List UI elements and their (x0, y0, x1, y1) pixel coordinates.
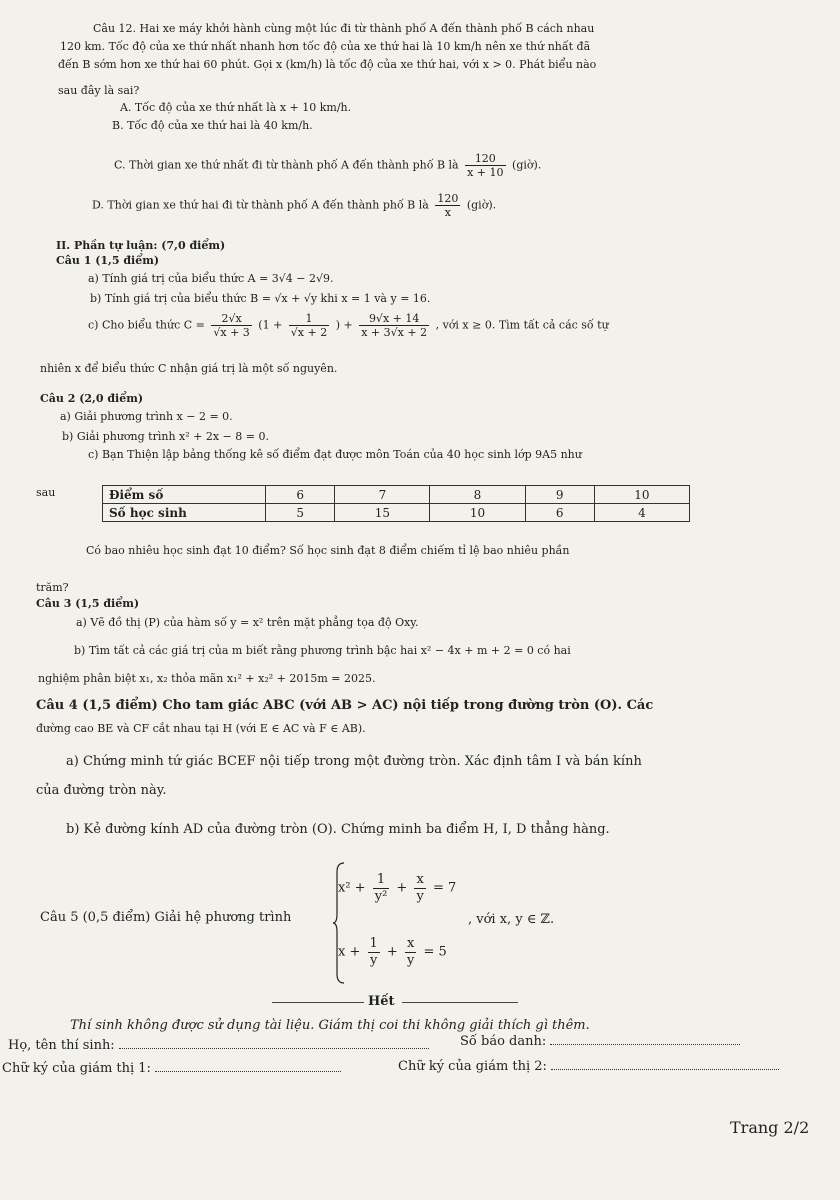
cau2-c-sau: sau (36, 486, 56, 499)
gt2-label: Chữ ký của giám thị 2: (398, 1059, 547, 1074)
table-cell: 5 (266, 504, 335, 522)
cau3-b-line2: nghiệm phân biệt x₁, x₂ thỏa mãn x₁² + x₂² + 2015m = 2025. (38, 672, 376, 685)
cau5-equation-2 (338, 936, 447, 968)
cau2-c-question-end: trăm? (36, 581, 69, 594)
cau4-a: a) Chứng minh tứ giác BCEF nội tiếp trong một đường tròn. Xác định tâm I và bán kính (66, 754, 642, 769)
table-cell: 4 (594, 504, 689, 522)
cau1-c-fraction-2: $\frac{1}{√x + 2}$ (290, 312, 328, 340)
cau1-c-mid2: ) + (335, 318, 353, 332)
q12-line3: đến B sớm hơn xe thứ hai 60 phút. Gọi x (km/h) là tốc độ của xe thứ hai, với x > 0. Phát biểu nào (58, 58, 597, 71)
table-cell: 6 (266, 486, 335, 504)
cau4-b: b) Kẻ đường kính AD của đường tròn (O). Chứng minh ba điểm H, I, D thẳng hàng. (66, 822, 610, 837)
table-row-counts (103, 504, 690, 522)
q12-option-c (114, 152, 541, 179)
cau5-equation-1 (338, 872, 456, 904)
gt1-field[interactable] (155, 1071, 341, 1072)
cau5-label: Câu 5 (0,5 điểm) Giải hệ phương trình (40, 910, 292, 925)
cau1-b: b) Tính giá trị của biểu thức B = √x + √y khi x = 1 và y = 16. (90, 292, 431, 305)
q12-option-d-fraction: $\frac{120}{x}$ (437, 192, 459, 220)
cau4-line1 (36, 698, 653, 714)
cau3-b: b) Tìm tất cả các giá trị của m biết rằng phương trình bậc hai x² − 4x + m + 2 = 0 có hai (74, 644, 571, 657)
q12-option-d-text: D. Thời gian xe thứ hai đi từ thành phố A đến thành phố B là (92, 198, 429, 212)
cau3-a: a) Vẽ đồ thị (P) của hàm số y = x² trên mặt phẳng tọa độ Oxy. (76, 616, 419, 629)
candidate-name-label: Họ, tên thí sinh: (8, 1038, 115, 1053)
cau5-suffix: , với x, y ∈ ℤ. (468, 912, 555, 927)
end-line-left (272, 1002, 364, 1003)
cau1-c-fraction-3: $\frac{9√x + 14}{x + 3√x + 2}$ (361, 312, 428, 340)
cau1-c (88, 312, 609, 339)
cau2-c: c) Bạn Thiện lập bảng thống kê số điểm đạt được môn Toán của 40 học sinh lớp 9A5 như (88, 448, 582, 461)
table-cell: 15 (335, 504, 430, 522)
q12-option-c-unit: (giờ). (512, 158, 542, 172)
table-cell: 8 (430, 486, 525, 504)
q12-option-c-fraction: $\frac{120}{x + 10}$ (467, 152, 504, 180)
q12-option-a: A. Tốc độ của xe thứ nhất là x + 10 km/h. (120, 101, 352, 114)
cau5-eq1-plus: + (396, 880, 408, 896)
cau5-eq1-fraction-1: $\frac{1}{\text{y²}}$ (374, 872, 388, 904)
table-row-scores (103, 486, 690, 504)
gt2-row (398, 1059, 779, 1075)
cau2-a: a) Giải phương trình x − 2 = 0. (60, 410, 233, 423)
q12-option-c-text: C. Thời gian xe thứ nhất đi từ thành phố A đến thành phố B là (114, 158, 459, 172)
cau1-c-fraction-1: $\frac{2√x}{√x + 3}$ (213, 312, 250, 340)
cau5-eq2-plus: + (386, 944, 398, 960)
cau1-c-mid: (1 + (258, 318, 283, 332)
cau4-line2: đường cao BE và CF cắt nhau tại H (với E ∈ AC và F ∈ AB). (36, 722, 366, 735)
part2-heading: II. Phần tự luận: (7,0 điểm) (56, 239, 226, 252)
table-cell: 7 (335, 486, 430, 504)
table-header-count: Số học sinh (103, 504, 266, 522)
exam-note: Thí sinh không được sử dụng tài liệu. Giám thị coi thi không giải thích gì thêm. (70, 1018, 590, 1033)
cau1-c-line2: nhiên x để biểu thức C nhận giá trị là một số nguyên. (40, 362, 338, 375)
candidate-name-field[interactable] (119, 1048, 429, 1049)
table-cell: 9 (525, 486, 594, 504)
q12-line4: sau đây là sai? (58, 84, 140, 97)
q12-line1: Câu 12. Hai xe máy khởi hành cùng một lúc đi từ thành phố A đến thành phố B cách nhau (93, 22, 595, 35)
q12-option-d (92, 192, 496, 219)
q12-option-d-unit: (giờ). (466, 198, 497, 212)
q12-line2: 120 km. Tốc độ của xe thứ nhất nhanh hơn tốc độ của xe thứ hai là 10 km/h nên xe thứ nhất đã (60, 40, 591, 53)
cau1-c-prefix: c) Cho biểu thức C = (88, 318, 205, 332)
cau4-text: Câu 4 (1,5 điểm) Cho tam giác ABC (với AB > AC) nội tiếp trong đường tròn (O). Các (36, 698, 654, 713)
cau1-a: a) Tính giá trị của biểu thức A = 3√4 − 2√9. (88, 272, 334, 285)
gt1-label: Chữ ký của giám thị 1: (2, 1061, 151, 1076)
sbd-row (460, 1034, 740, 1050)
cau5-eq2-rhs: = 5 (423, 944, 447, 960)
cau2-title: Câu 2 (2,0 điểm) (40, 392, 144, 405)
gt1-row (2, 1061, 341, 1077)
cau5-eq1-rhs: = 7 (432, 880, 457, 896)
end-line-right (402, 1002, 518, 1003)
cau1-c-suffix: , với x ≥ 0. Tìm tất cả các số tự (435, 318, 609, 332)
cau5-eq1-fraction-2: $\frac{x}{y}$ (416, 872, 424, 904)
cau4-a-line2: của đường tròn này. (36, 783, 167, 798)
cau3-title: Câu 3 (1,5 điểm) (36, 597, 140, 610)
sbd-field[interactable] (550, 1044, 740, 1045)
cau5-eq2-fraction-1: $\frac{1}{y}$ (369, 936, 378, 968)
cau5-eq1-part: x² + (338, 880, 366, 896)
table-cell: 10 (430, 504, 525, 522)
candidate-name-row (8, 1038, 429, 1054)
gt2-field[interactable] (551, 1069, 779, 1070)
table-cell: 6 (525, 504, 594, 522)
table-cell: 10 (594, 486, 689, 504)
score-table (102, 485, 690, 522)
cau1-title: Câu 1 (1,5 điểm) (56, 254, 160, 267)
end-marker: Hết (368, 994, 395, 1009)
sbd-label: Số báo danh: (460, 1034, 547, 1049)
table-header-score: Điểm số (103, 486, 266, 504)
q12-option-b: B. Tốc độ của xe thứ hai là 40 km/h. (112, 119, 313, 132)
cau5-eq2-part: x + (338, 944, 361, 960)
cau5-eq2-fraction-2: $\frac{x}{y}$ (406, 936, 415, 968)
page-number: Trang 2/2 (730, 1118, 810, 1137)
cau2-b: b) Giải phương trình x² + 2x − 8 = 0. (62, 430, 269, 443)
cau2-c-question: Có bao nhiêu học sinh đạt 10 điểm? Số học sinh đạt 8 điểm chiếm tỉ lệ bao nhiêu phần (86, 544, 570, 557)
